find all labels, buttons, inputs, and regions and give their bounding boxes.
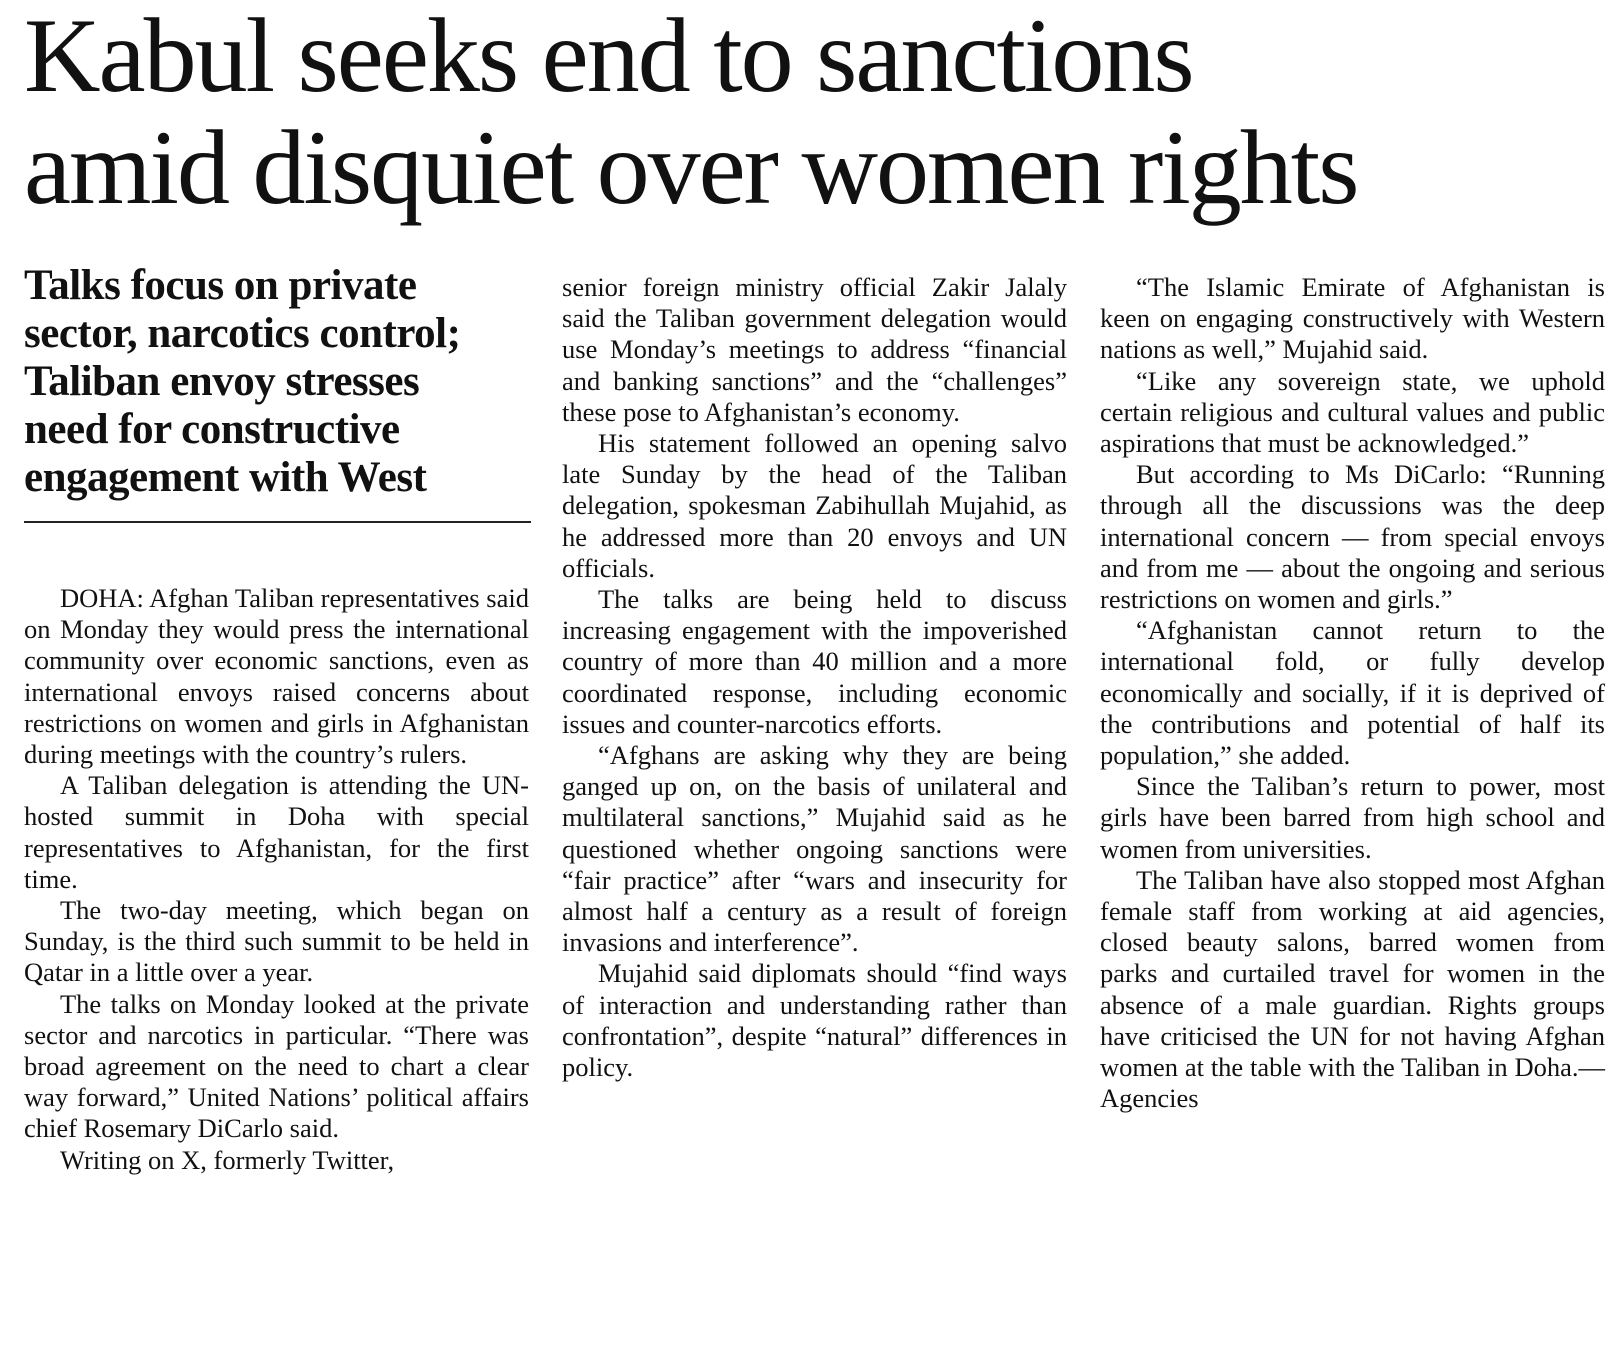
paragraph: “Afghans are asking why they are being ganged up on, on the basis of unilateral and multilateral sanctions,” Mujahid said as he questioned whether ongoing sanctions were “fair practice” after “wars and insecurity for almost half a century as a result of foreign invasions and interference”. <box>562 740 1067 958</box>
paragraph: Writing on X, formerly Twitter, <box>60 1144 395 1175</box>
article-column-3 <box>1100 272 1605 1114</box>
paragraph: “Like any sovereign state, we uphold certain religious and cultural values and public aspirations that must be acknowledged.” <box>1100 365 1605 459</box>
headline-line-1: Kabul seeks end to sanctions <box>24 0 1193 114</box>
subheadline-line-3: Taliban envoy stresses <box>24 358 420 405</box>
subheadline-line-2: sector, narcotics control; <box>24 310 461 357</box>
paragraph: A Taliban delegation is attending the UN-hosted summit in Doha with special representatives to Afghanistan, for the first time. <box>24 770 529 894</box>
subheadline-divider <box>24 521 531 523</box>
paragraph: The talks are being held to discuss increasing engagement with the impoverished country of more than 40 million and a more coordinated response, including economic issues and counter-narcotics efforts. <box>562 584 1067 739</box>
subheadline-line-5: engagement with West <box>24 454 427 501</box>
headline <box>24 0 1594 224</box>
paragraph: The Taliban have also stopped most Afghan female staff from working at aid agencies, closed beauty salons, barred women from parks and curtailed travel for women in the absence of a male guardian. Rights groups have criticised the UN for not having Afghan women at the table with the Taliban in Doha.—Agencies <box>1100 864 1605 1114</box>
paragraph: His statement followed an opening salvo late Sunday by the head of the Taliban delegation, spokesman Zabihullah Mujahid, as he addressed more than 20 envoys and UN officials. <box>562 428 1067 583</box>
paragraph: Since the Taliban’s return to power, most girls have been barred from high school and women from universities. <box>1100 771 1605 864</box>
article-column-2 <box>562 272 1067 1083</box>
paragraph: The two-day meeting, which began on Sunday, is the third such summit to be held in Qatar in a little over a year. <box>24 895 529 988</box>
paragraph: Mujahid said diplomats should “find ways of interaction and understanding rather than confrontation”, despite “natural” differences in policy. <box>562 958 1067 1083</box>
subheadline <box>24 262 529 502</box>
paragraph: DOHA: Afghan Taliban representatives said on Monday they would press the international community over economic sanctions, even as international envoys raised concerns about restrictions on women and girls in Afghanistan during meetings with the country’s rulers. <box>24 583 529 770</box>
paragraph: senior foreign ministry official Zakir Jalaly said the Taliban government delegation would use Monday’s meetings to address “financial and banking sanctions” and the “challenges” these pose to Afghanistan’s economy. <box>562 272 1067 427</box>
paragraph: But according to Ms DiCarlo: “Running through all the discussions was the deep international concern — from special envoys and from me — about the ongoing and serious restrictions on women and girls.” <box>1100 459 1605 615</box>
paragraph: “The Islamic Emirate of Afghanistan is keen on engaging constructively with Western nations as well,” Mujahid said. <box>1100 272 1605 365</box>
article-column-1 <box>24 583 529 1176</box>
subheadline-line-4: need for constructive <box>24 406 400 453</box>
headline-line-2: amid disquiet over women rights <box>24 109 1358 226</box>
paragraph: “Afghanistan cannot return to the international fold, or fully develop economically and socially, if it is deprived of the contributions and potential of half its population,” she added. <box>1100 615 1605 771</box>
paragraph: The talks on Monday looked at the private sector and narcotics in particular. “There was broad agreement on the need to chart a clear way forward,” United Nations’ political affairs chief Rosemary DiCarlo said. <box>24 988 529 1144</box>
subheadline-line-1: Talks focus on private <box>24 262 417 309</box>
